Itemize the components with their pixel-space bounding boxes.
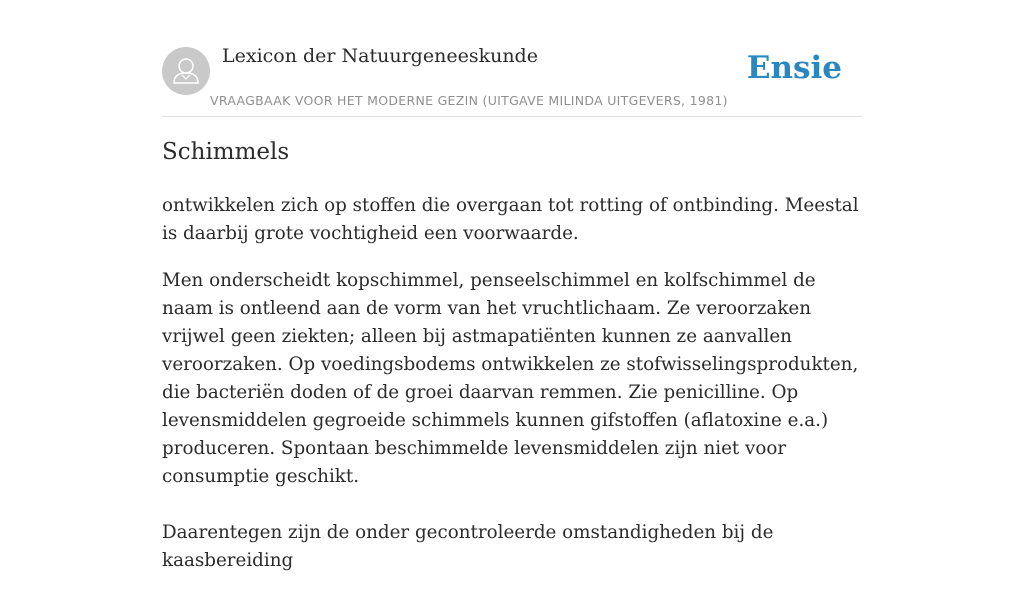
page [162, 0, 862, 571]
source-header [162, 0, 862, 117]
entry-body [162, 192, 862, 594]
ensie-logo-link[interactable]: Ensie [746, 50, 842, 86]
entry-paragraph: ontwikkelen zich op stoffen die overgaan tot rotting of ontbinding. Meestal is daarbij grote vochtigheid een voorwaarde. [162, 195, 859, 244]
entry-paragraph: Men onderscheidt kopschimmel, penseelschimmel en kolfschimmel de naam is ontleend aan de vorm van het vruchtlichaam. Ze veroorzaken vrijwel geen ziekten; alleen bij astmapatiënten kunnen ze aanvallen veroorzaken. Op voedingsbodems ontwikkelen ze stofwisselingsprodukten, die bacteriën doden of de groei daarvan remmen. Zie penicilline. Op levensmiddelen gegroeide schimmels kunnen gifstoffen (aflatoxine e.a.) produceren. Spontaan beschimmelde levensmiddelen zijn niet voor consumptie geschikt. [162, 270, 859, 487]
user-avatar-icon[interactable] [162, 47, 210, 95]
source-title[interactable]: Lexicon der Natuurgeneeskunde [222, 45, 538, 67]
source-subtitle: VRAAGBAAK VOOR HET MODERNE GEZIN (UITGAVE MILINDA UITGEVERS, 1981) [210, 93, 728, 108]
entry-title: Schimmels [162, 139, 290, 165]
entry-paragraph: Daarentegen zijn de onder gecontroleerde omstandigheden bij de kaasbereiding [162, 522, 774, 571]
